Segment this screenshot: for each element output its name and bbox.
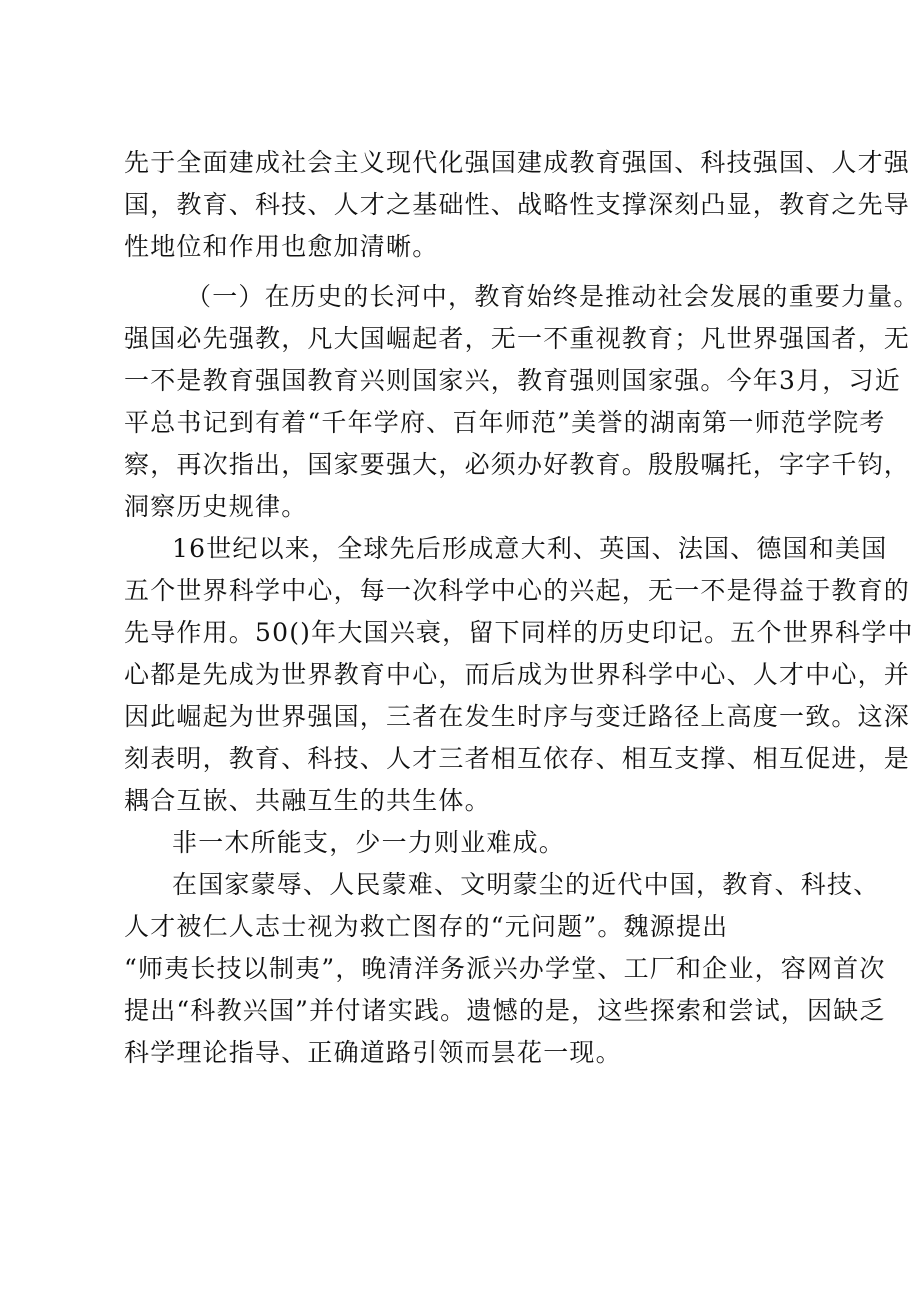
text-line: “师夷长技以制夷”，晚清洋务派兴办学堂、工厂和企业，容网首次 <box>124 954 886 983</box>
text-line: 非一木所能支，少一力则业难成。 <box>172 828 566 857</box>
text-line: 刻表明，教育、科技、人才三者相互依存、相互支撑、相互促进，是 <box>124 744 911 773</box>
text-line: 科学理论指导、正确道路引领而昙花一现。 <box>124 1038 622 1067</box>
text-line: 察，再次指出，国家要强大，必须办好教育。殷殷嘱托，字字千钧， <box>124 450 911 479</box>
text-line: 16世纪以来，全球先后形成意大利、英国、法国、德国和美国 <box>172 534 888 563</box>
text-line: 提出“科教兴国”并付诸实践。遗憾的是，这些探索和尝试，因缺乏 <box>124 996 886 1025</box>
text-line: 一不是教育强国教育兴则国家兴，教育强则国家强。今年3月，习近 <box>124 366 901 395</box>
text-line: 国，教育、科技、人才之基础性、战略性支撑深刻凸显，教育之先导 <box>124 190 911 219</box>
section-heading-line: （一）在历史的长河中，教育始终是推动社会发展的重要力量。 <box>186 282 920 311</box>
text-line: 耦合互嵌、共融互生的共生体。 <box>124 786 491 815</box>
document-body <box>124 142 920 1074</box>
text-line: 人才被仁人志士视为救亡图存的“元问题”。魏源提出 <box>124 912 729 941</box>
text-line: 强国必先强教，凡大国崛起者，无一不重视教育；凡世界强国者，无 <box>124 324 911 353</box>
text-line: 在国家蒙辱、人民蒙难、文明蒙尘的近代中国，教育、科技、 <box>172 870 880 899</box>
text-line: 先导作用。50()年大国兴衰，留下同样的历史印记。五个世界科学中 <box>124 618 914 647</box>
text-line: 平总书记到有着“千年学府、百年师范”美誉的湖南第一师范学院考 <box>124 408 886 437</box>
text-line: 五个世界科学中心，每一次科学中心的兴起，无一不是得益于教育的 <box>124 576 911 605</box>
text-line: 洞察历史规律。 <box>124 492 308 521</box>
text-line: 因此崛起为世界强国，三者在发生时序与变迁路径上高度一致。这深 <box>124 702 911 731</box>
text-line: 心都是先成为世界教育中心，而后成为世界科学中心、人才中心，并 <box>124 660 911 689</box>
text-line: 先于全面建成社会主义现代化强国建成教育强国、科技强国、人才强 <box>124 148 911 177</box>
text-line: 性地位和作用也愈加清晰。 <box>124 232 439 261</box>
